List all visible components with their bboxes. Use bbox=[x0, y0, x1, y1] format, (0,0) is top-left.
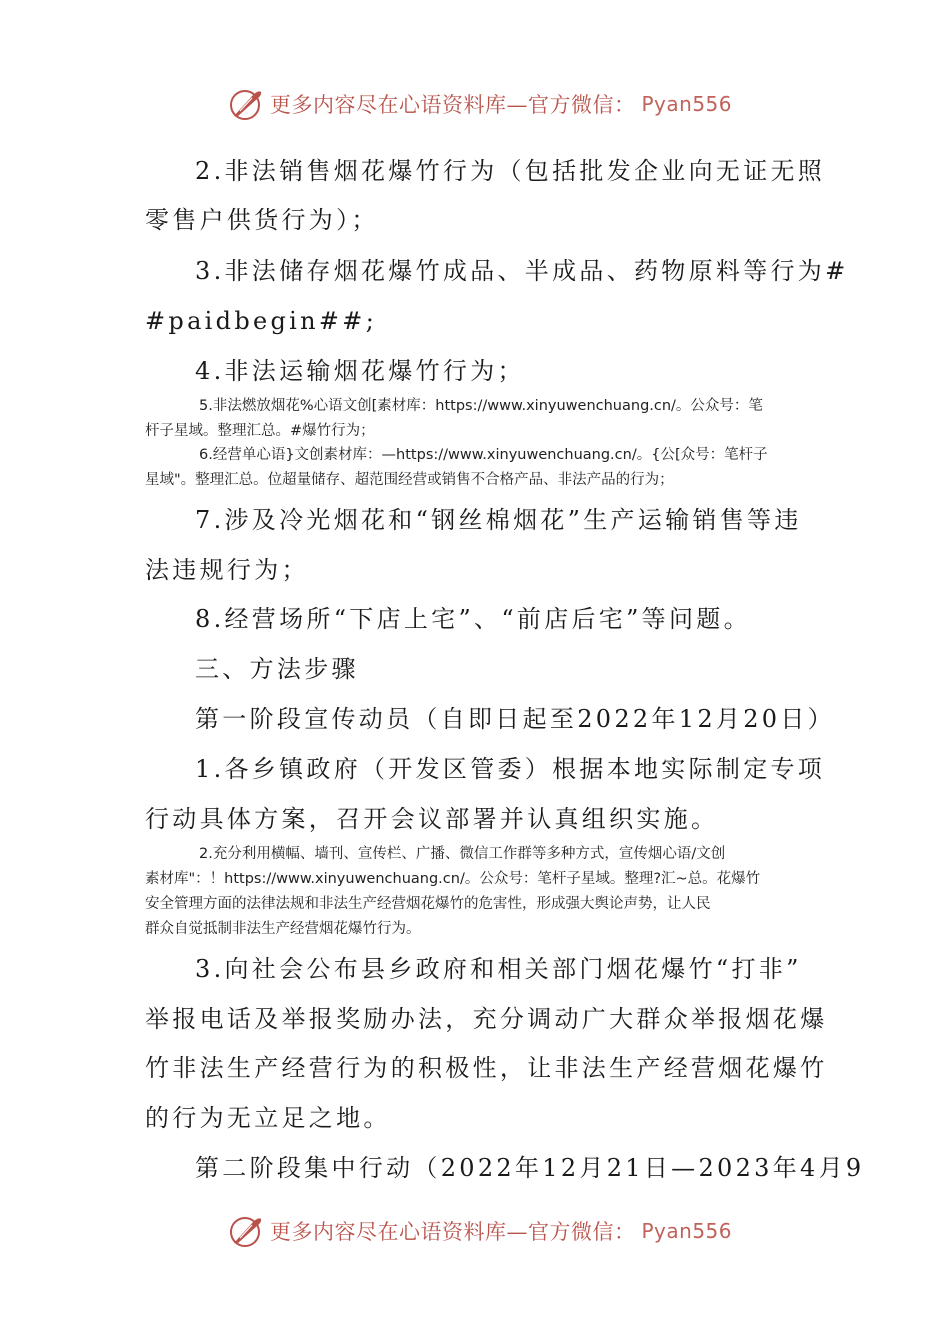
phase-heading: 第一阶段宣传动员（自即日起至2022年12月20日） bbox=[195, 705, 835, 733]
paragraph-line: 行动具体方案，召开会议部署并认真组织实施。 bbox=[145, 805, 719, 833]
watermark-text: 更多内容尽在心语资料库—官方微信： bbox=[270, 93, 636, 117]
paragraph-line: 2.非法销售烟花爆竹行为（包括批发企业向无证无照 bbox=[195, 157, 826, 185]
header-watermark bbox=[228, 84, 733, 124]
paragraph-line: #paidbegin##; bbox=[145, 307, 378, 335]
quill-pen-logo-icon bbox=[228, 86, 264, 122]
paragraph-line: 1.各乡镇政府（开发区管委）根据本地实际制定专项 bbox=[195, 755, 826, 783]
paragraph-line: 8.经营场所“下店上宅”、“前店后宅”等问题。 bbox=[195, 605, 751, 633]
section-heading: 三、方法步骤 bbox=[195, 655, 359, 683]
small-text-line: 6.经营单心语}文创素材库：—https://www.xinyuwenchuang.cn/。{公[众号：笔杆子 bbox=[199, 447, 768, 463]
paragraph-line: 竹非法生产经营行为的积极性，让非法生产经营烟花爆竹 bbox=[145, 1054, 828, 1082]
watermark-text: 更多内容尽在心语资料库—官方微信： bbox=[270, 1220, 636, 1244]
paragraph-line: 3.向社会公布县乡政府和相关部门烟花爆竹“打非” bbox=[195, 955, 802, 983]
small-text-line: 群众自觉抵制非法生产经营烟花爆竹行为。 bbox=[145, 921, 421, 937]
phase-heading: 第二阶段集中行动（2022年12月21日—2023年4月9 bbox=[195, 1154, 865, 1182]
small-text-line: 星域"。整理汇总。位超量储存、超范围经营或销售不合格产品、非法产品的行为； bbox=[145, 472, 674, 488]
quill-pen-logo-icon bbox=[228, 1213, 264, 1249]
paragraph-line: 3.非法储存烟花爆竹成品、半成品、药物原料等行为# bbox=[195, 257, 849, 285]
watermark-wechat-id: Pyan556 bbox=[641, 92, 733, 116]
small-text-line: 素材库"：！https://www.xinyuwenchuang.cn/。公众号：笔杆子星域。整理?汇~总。花爆竹 bbox=[145, 871, 761, 887]
small-text-line: 杆子星域。整理汇总。#爆竹行为； bbox=[145, 423, 375, 439]
paragraph-line: 7.涉及冷光烟花和“钢丝棉烟花”生产运输销售等违 bbox=[195, 506, 802, 534]
paragraph-line: 4.非法运输烟花爆竹行为； bbox=[195, 357, 525, 385]
paragraph-line: 零售户供货行为）； bbox=[145, 206, 379, 234]
paragraph-line: 法违规行为； bbox=[145, 556, 309, 584]
small-text-line: 安全管理方面的法律法规和非法生产经营烟花爆竹的危害性，形成强大舆论声势，让人民 bbox=[145, 896, 711, 912]
small-text-line: 2.充分利用横幅、墙刊、宣传栏、广播、微信工作群等多种方式，宣传烟心语/文创 bbox=[199, 846, 726, 862]
watermark-wechat-id: Pyan556 bbox=[641, 1219, 733, 1243]
small-text-line: 5.非法燃放烟花%心语文创[素材库：https://www.xinyuwenchuang.cn/。公众号：笔 bbox=[199, 398, 763, 414]
footer-watermark bbox=[228, 1211, 733, 1251]
paragraph-line: 举报电话及举报奖励办法，充分调动广大群众举报烟花爆 bbox=[145, 1005, 828, 1033]
paragraph-line: 的行为无立足之地。 bbox=[145, 1104, 391, 1132]
